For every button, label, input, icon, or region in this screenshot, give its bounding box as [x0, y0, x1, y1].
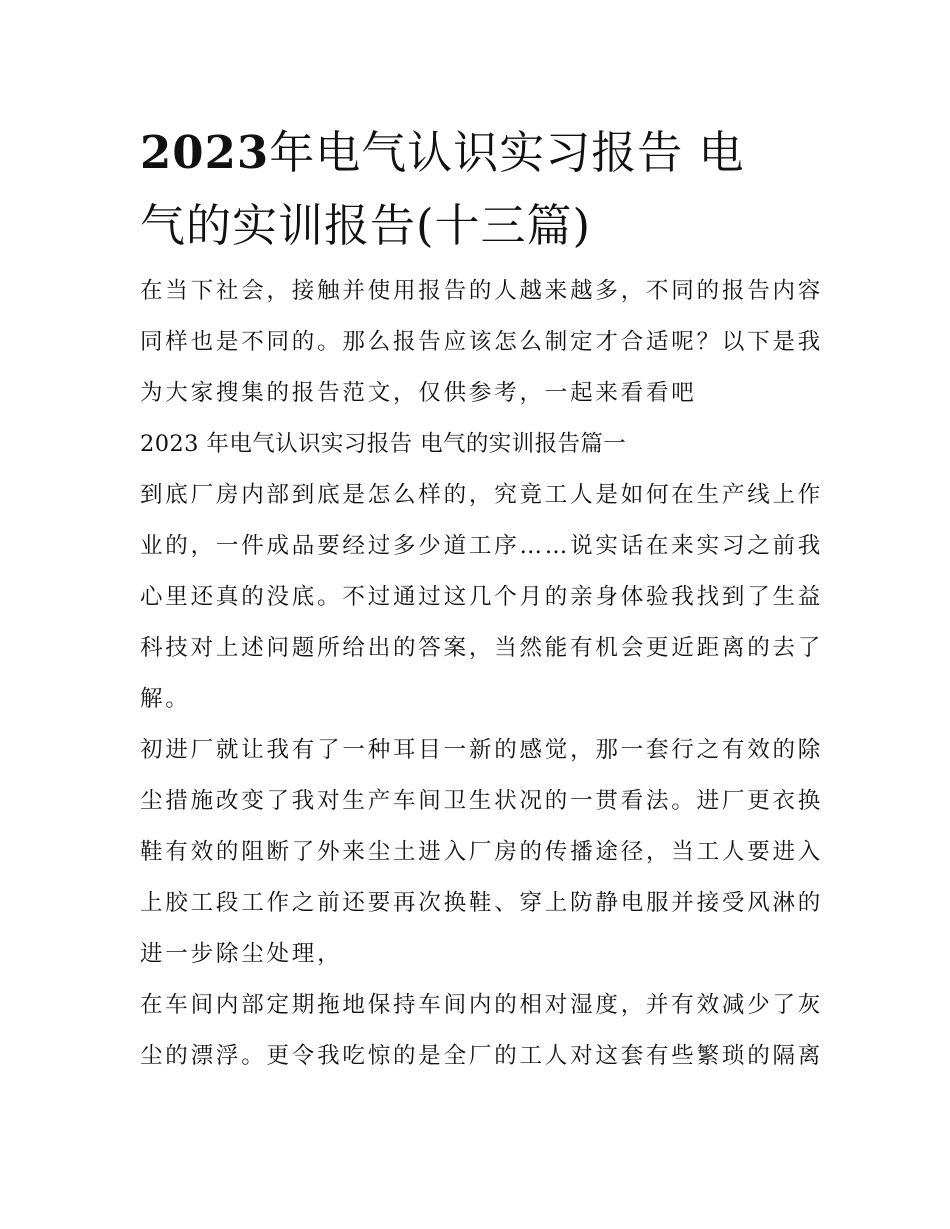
body-line: 到底厂房内部到底是怎么样的，究竟工人是如何在生产线上作 — [140, 482, 824, 508]
title-year: 2023 — [140, 126, 270, 179]
body-line: 科技对上述问题所给出的答案，当然能有机会更近距离的去了 — [140, 635, 824, 661]
document-body — [140, 266, 824, 1082]
body-line: 在车间内部定期拖地保持车间内的相对湿度，并有效减少了灰 — [140, 992, 824, 1018]
title-text: 年电气认识实习报告 电 — [269, 126, 745, 179]
title-text: 气的实训报告(十三篇) — [140, 199, 592, 252]
section-heading: 2023 年电气认识实习报告 电气的实训报告篇一 — [140, 431, 627, 457]
body-line: 同样也是不同的。那么报告应该怎么制定才合适呢？以下是我 — [140, 329, 824, 355]
body-line: 鞋有效的阻断了外来尘土进入厂房的传播途径，当工人要进入 — [140, 839, 824, 865]
title-line-2 — [140, 189, 810, 262]
body-line: 心里还真的没底。不过通过这几个月的亲身体验我找到了生益 — [140, 584, 824, 610]
title-line-1 — [140, 116, 810, 189]
body-line: 上胶工段工作之前还要再次换鞋、穿上防静电服并接受风淋的 — [140, 890, 824, 916]
body-line: 在当下社会，接触并使用报告的人越来越多，不同的报告内容 — [140, 278, 824, 304]
body-line: 尘的漂浮。更令我吃惊的是全厂的工人对这套有些繁琐的隔离 — [140, 1043, 824, 1069]
body-line: 尘措施改变了我对生产车间卫生状况的一贯看法。进厂更衣换 — [140, 788, 824, 814]
document-title — [140, 116, 810, 262]
body-line: 初进厂就让我有了一种耳目一新的感觉，那一套行之有效的除 — [140, 737, 824, 763]
body-line: 进一步除尘处理， — [140, 941, 343, 967]
body-line: 业的，一件成品要经过多少道工序……说实话在来实习之前我 — [140, 533, 824, 559]
body-line: 为大家搜集的报告范文，仅供参考，一起来看看吧 — [140, 380, 697, 406]
body-line: 解。 — [140, 686, 191, 712]
